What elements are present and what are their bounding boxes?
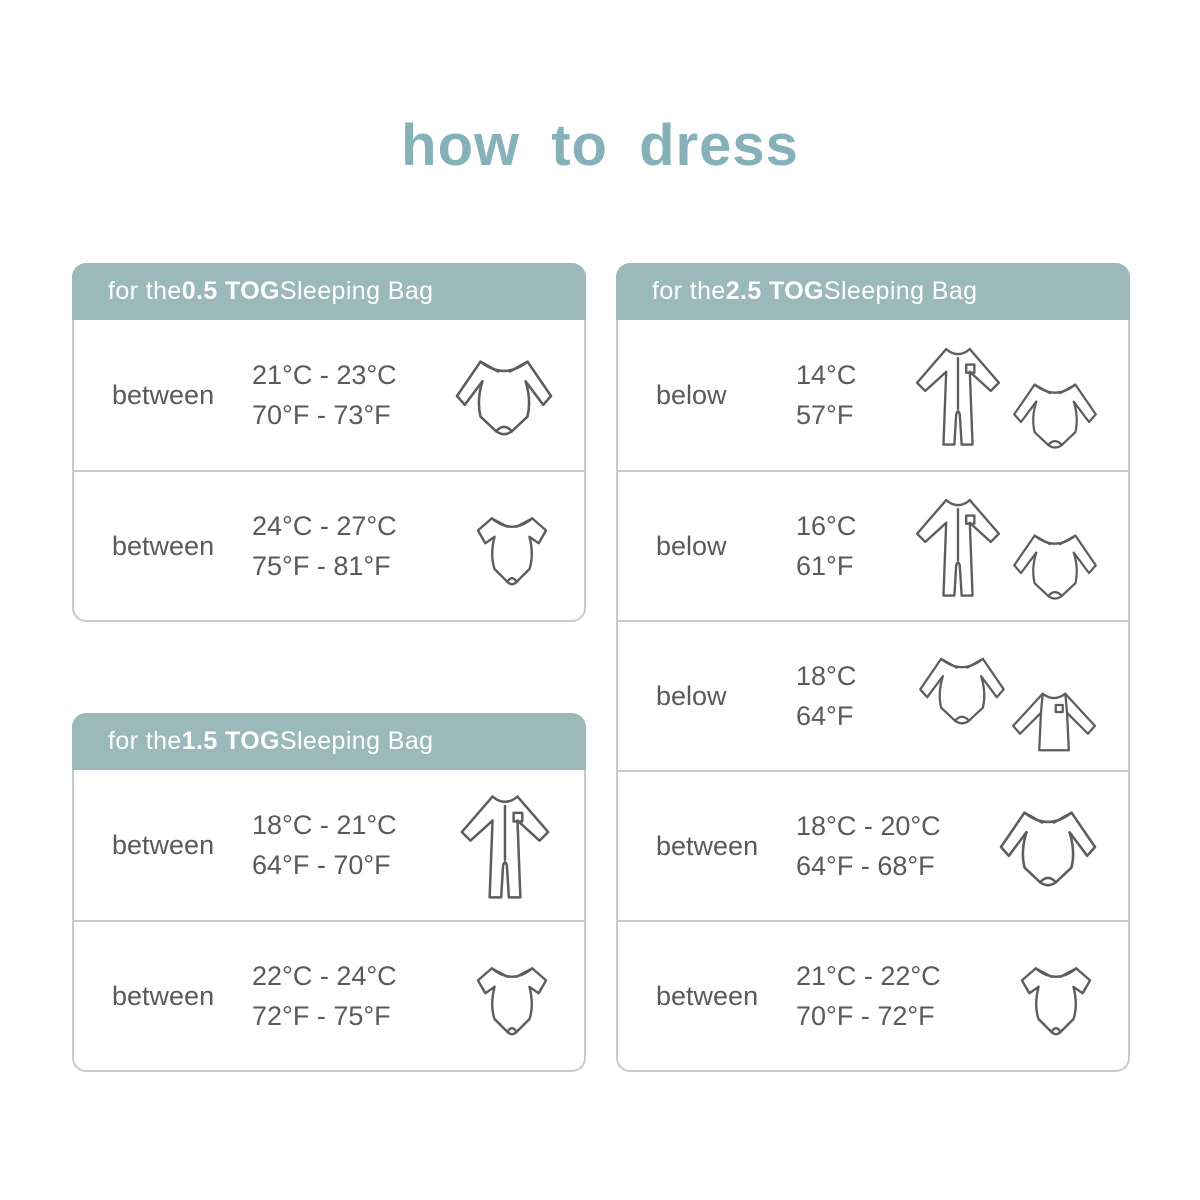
celsius-range: 21°C - 23°C — [252, 360, 397, 390]
celsius-range: 22°C - 24°C — [252, 961, 397, 991]
condition-label: between — [656, 830, 759, 861]
longsleeve-bodysuit-icon — [994, 797, 1102, 895]
table-row — [74, 770, 584, 920]
table-row — [618, 620, 1128, 770]
condition-label: below — [656, 379, 727, 410]
card-2-5-tog — [616, 263, 1130, 1072]
temperature-range — [252, 805, 442, 885]
header-suffix: Sleeping Bag — [279, 727, 434, 755]
footless-romper-icon — [908, 489, 1008, 603]
clothing-icons — [908, 489, 1102, 603]
fahrenheit-range: 75°F - 81°F — [252, 551, 391, 581]
temperature-range — [796, 806, 986, 886]
celsius-range: 14°C — [796, 360, 857, 390]
fahrenheit-range: 64°F - 70°F — [252, 850, 391, 880]
celsius-range: 18°C - 20°C — [796, 811, 941, 841]
table-row — [618, 470, 1128, 620]
fahrenheit-range: 70°F - 72°F — [796, 1001, 935, 1031]
longsleeve-bodysuit-icon — [450, 346, 558, 444]
table-row — [74, 920, 584, 1070]
page-title: how to dress — [401, 113, 799, 178]
condition-label: between — [112, 980, 215, 1011]
temperature-range — [796, 506, 908, 586]
fahrenheit-range: 70°F - 73°F — [252, 400, 391, 430]
longsleeve-bodysuit-icon — [1008, 371, 1102, 456]
temperature-range — [252, 506, 442, 586]
card-0-5-tog — [72, 263, 586, 622]
footless-romper-icon — [908, 338, 1008, 452]
fahrenheit-range: 61°F — [796, 551, 854, 581]
header-prefix: for the — [652, 277, 726, 305]
header-prefix: for the — [108, 277, 182, 305]
card-0-5-tog-header — [72, 263, 586, 320]
header-suffix: Sleeping Bag — [823, 277, 978, 305]
clothing-icons — [452, 785, 558, 905]
card-1-5-tog — [72, 713, 586, 1072]
celsius-range: 16°C — [796, 511, 857, 541]
condition-label: between — [656, 980, 759, 1011]
clothing-icons — [908, 338, 1102, 452]
clothing-icons — [994, 797, 1102, 895]
card-0-5-tog-body — [72, 320, 586, 622]
fahrenheit-range: 64°F — [796, 701, 854, 731]
celsius-range: 21°C - 22°C — [796, 961, 941, 991]
longsleeve-bodysuit-icon — [1008, 522, 1102, 607]
condition-label: between — [112, 379, 215, 410]
longsleeve-bodysuit-icon — [914, 645, 1010, 732]
clothing-icons — [466, 950, 558, 1042]
table-row — [74, 320, 584, 470]
header-tog-rating: 1.5 TOG — [181, 727, 280, 755]
temperature-range — [252, 355, 442, 435]
celsius-range: 18°C - 21°C — [252, 810, 397, 840]
header-tog-rating: 0.5 TOG — [181, 277, 280, 305]
fahrenheit-range: 64°F - 68°F — [796, 851, 935, 881]
card-2-5-tog-body — [616, 320, 1130, 1072]
celsius-range: 24°C - 27°C — [252, 511, 397, 541]
card-2-5-tog-header — [616, 263, 1130, 320]
celsius-range: 18°C — [796, 661, 857, 691]
temperature-range — [796, 355, 908, 435]
temperature-range — [796, 656, 914, 736]
temperature-range — [796, 956, 986, 1036]
clothing-icons — [1010, 950, 1102, 1042]
clothing-icons — [914, 653, 1102, 740]
condition-label: below — [656, 530, 727, 561]
table-row — [74, 470, 584, 620]
longsleeve-shirt-icon — [1006, 685, 1102, 759]
shortsleeve-bodysuit-icon — [466, 950, 558, 1042]
table-row — [618, 920, 1128, 1070]
shortsleeve-bodysuit-icon — [1010, 950, 1102, 1042]
footless-romper-icon — [452, 785, 558, 905]
clothing-icons — [450, 346, 558, 444]
condition-label: between — [112, 829, 215, 860]
card-1-5-tog-body — [72, 770, 586, 1072]
header-prefix: for the — [108, 727, 182, 755]
fahrenheit-range: 57°F — [796, 400, 854, 430]
card-1-5-tog-header — [72, 713, 586, 770]
shortsleeve-bodysuit-icon — [466, 500, 558, 592]
temperature-range — [252, 956, 442, 1036]
fahrenheit-range: 72°F - 75°F — [252, 1001, 391, 1031]
condition-label: between — [112, 530, 215, 561]
table-row — [618, 770, 1128, 920]
table-row — [618, 320, 1128, 470]
header-tog-rating: 2.5 TOG — [725, 277, 824, 305]
condition-label: below — [656, 680, 727, 711]
clothing-icons — [466, 500, 558, 592]
header-suffix: Sleeping Bag — [279, 277, 434, 305]
